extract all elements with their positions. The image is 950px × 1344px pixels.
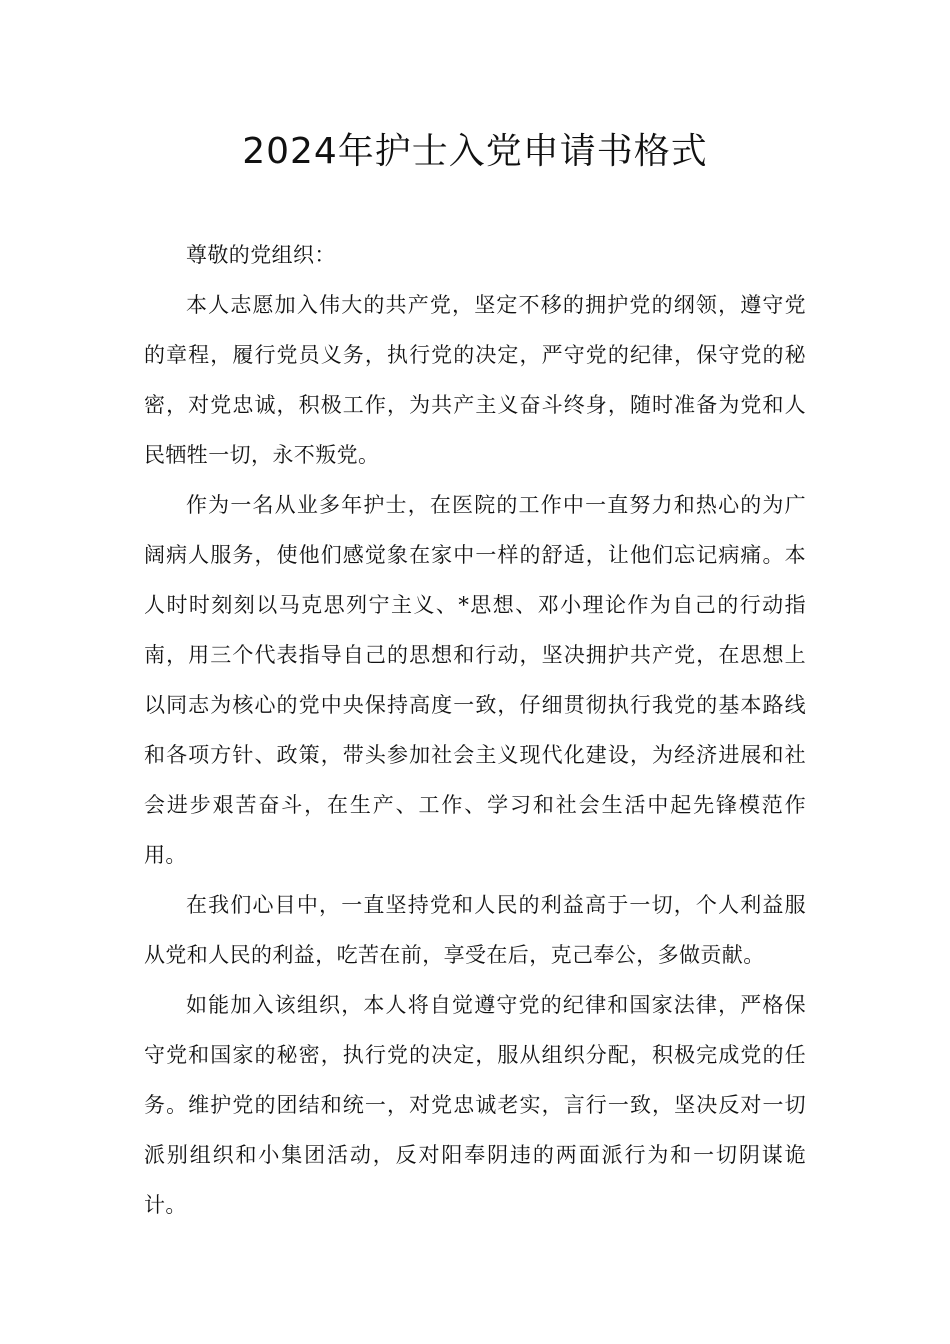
paragraph-2: 作为一名从业多年护士，在医院的工作中一直努力和热心的为广阔病人服务，使他们感觉象在家中一样的舒适，让他们忘记病痛。本人时时刻刻以马克思列宁主义、*思想、邓小理论作为自己的行动指南，用三个代表指导自己的思想和行动，坚决拥护共产党，在思想上以同志为核心的党中央保持高度一致，仔细贯彻执行我党的基本路线和各项方针、政策，带头参加社会主义现代化建设，为经济进展和社会进步艰苦奋斗，在生产、工作、学习和社会生活中起先锋模范作用。 [144,493,806,867]
paragraph-1: 本人志愿加入伟大的共产党，坚定不移的拥护党的纲领，遵守党的章程，履行党员义务，执行党的决定，严守党的纪律，保守党的秘密，对党忠诚，积极工作，为共产主义奋斗终身，随时准备为党和人民牺牲一切，永不叛党。 [144,293,806,467]
document-body [144,230,806,1230]
paragraph-4: 如能加入该组织，本人将自觉遵守党的纪律和国家法律，严格保守党和国家的秘密，执行党的决定，服从组织分配，积极完成党的任务。维护党的团结和统一，对党忠诚老实，言行一致，坚决反对一切派别组织和小集团活动，反对阳奉阴违的两面派行为和一切阴谋诡计。 [144,993,806,1217]
paragraph-3: 在我们心目中，一直坚持党和人民的利益高于一切，个人利益服从党和人民的利益，吃苦在前，享受在后，克己奉公，多做贡献。 [144,893,806,967]
document-title: 2024年护士入党申请书格式 [242,131,708,172]
salutation: 尊敬的党组织： [186,243,336,267]
